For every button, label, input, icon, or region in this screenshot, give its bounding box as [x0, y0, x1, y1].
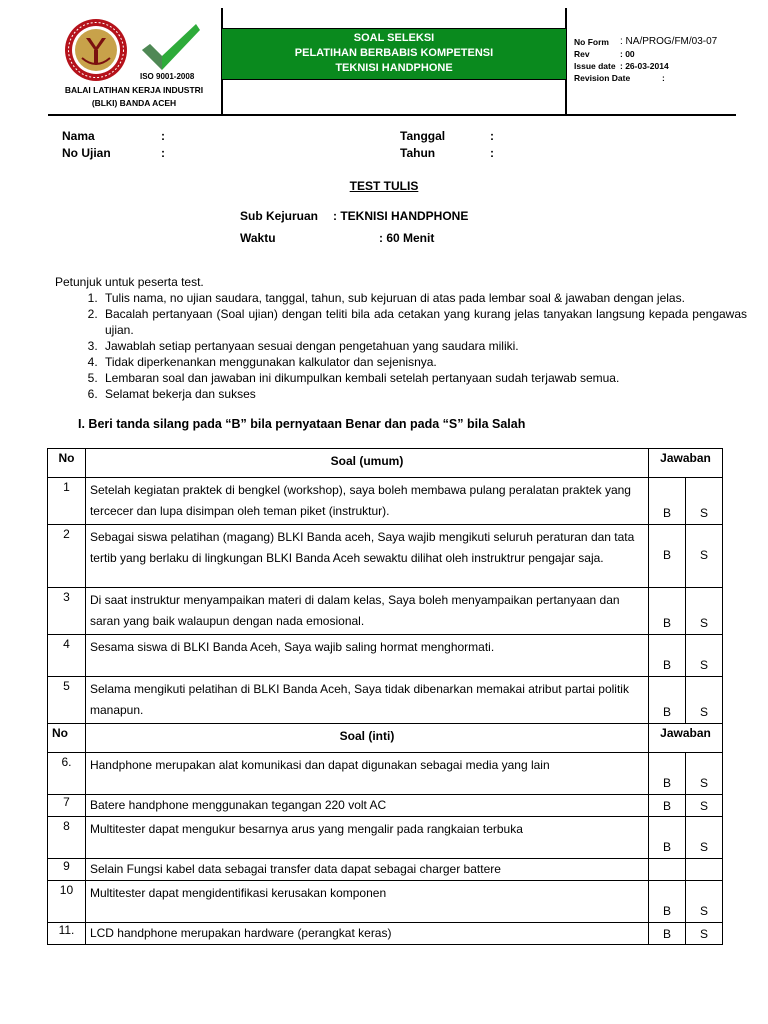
question-number: 6. — [48, 753, 86, 795]
logo-block — [48, 12, 220, 112]
form-info-value: : 26-03-2014 — [620, 61, 669, 71]
waktu-label: Waktu — [240, 231, 276, 245]
iso-label: ISO 9001-2008 — [140, 72, 195, 81]
question-number: 2 — [48, 525, 86, 588]
section-title: I. Beri tanda silang pada “B” bila pernyataan Benar dan pada “S” bila Salah — [78, 417, 526, 431]
question-number: 5 — [48, 677, 86, 724]
form-info-value: : NA/PROG/FM/03-07 — [620, 36, 718, 47]
waktu-value: : 60 Menit — [379, 231, 435, 245]
nama-colon: : — [161, 129, 165, 143]
form-info-label: Issue date — [574, 61, 616, 71]
nama-label: Nama — [62, 129, 95, 143]
question-number: 3 — [48, 588, 86, 635]
instruction-item: 3. Jawablah setiap pertanyaan sesuai dengan pengetahuan yang saudara miliki. — [101, 338, 747, 354]
form-info-label: No Form — [574, 37, 609, 47]
title-line: PELATIHAN BERBABIS KOMPETENSI — [294, 47, 494, 59]
tanggal-label: Tanggal — [400, 129, 446, 143]
form-info-value: : — [662, 73, 665, 83]
answer-b-option[interactable] — [649, 859, 686, 881]
instructions — [55, 274, 747, 402]
answer-b-option[interactable]: B — [649, 588, 686, 635]
title-line: SOAL SELEKSI — [353, 32, 435, 44]
header-no: No — [48, 449, 86, 478]
table-subheader-row — [48, 724, 723, 753]
form-info — [574, 36, 717, 84]
question-text: Batere handphone menggunakan tegangan 220 volt AC — [85, 795, 648, 817]
header-jawaban: Jawaban — [649, 449, 723, 478]
instructions-list — [55, 290, 747, 402]
form-info-label: Rev — [574, 49, 590, 59]
form-info-row — [574, 60, 717, 72]
checkmark-icon — [138, 20, 202, 76]
question-text: Di saat instruktur menyampaikan materi di dalam kelas, Saya boleh menyampaikan pertanyaan dan saran yang baik walaupun dengan nada emosional. — [85, 588, 648, 635]
answer-s-option[interactable]: S — [686, 588, 723, 635]
answer-s-option[interactable]: S — [686, 478, 723, 525]
institution-line: BALAI LATIHAN KERJA INDUSTRI — [64, 85, 204, 95]
table-row — [48, 753, 723, 795]
no-ujian-colon: : — [161, 146, 165, 160]
question-number: 4 — [48, 635, 86, 677]
table-row — [48, 923, 723, 945]
answer-s-option[interactable]: S — [686, 817, 723, 859]
answer-s-option[interactable] — [686, 859, 723, 881]
institution-name — [48, 84, 220, 110]
answer-s-option[interactable]: S — [686, 753, 723, 795]
table-row — [48, 525, 723, 588]
header-jawaban: Jawaban — [649, 724, 723, 753]
answer-b-option[interactable]: B — [649, 795, 686, 817]
answer-b-option[interactable]: B — [649, 478, 686, 525]
tanggal-colon: : — [490, 129, 494, 143]
title-line: TEKNISI HANDPHONE — [335, 62, 453, 74]
question-text: Multitester dapat mengukur besarnya arus yang mengalir pada rangkaian terbuka — [85, 817, 648, 859]
institution-line: (BLKI) BANDA ACEH — [91, 98, 177, 108]
answer-s-option[interactable]: S — [686, 881, 723, 923]
question-text: Handphone merupakan alat komunikasi dan dapat digunakan sebagai media yang lain — [85, 753, 648, 795]
instruction-item: 6. Selamat bekerja dan sukses — [101, 386, 747, 402]
question-number: 8 — [48, 817, 86, 859]
table-row — [48, 817, 723, 859]
form-info-value: : 00 — [620, 49, 635, 59]
answer-b-option[interactable]: B — [649, 677, 686, 724]
blki-seal-logo — [64, 18, 128, 82]
question-text: Selama mengikuti pelatihan di BLKI Banda Aceh, Saya tidak dibenarkan memakai atribut partai politik manapun. — [85, 677, 648, 724]
answer-s-option[interactable]: S — [686, 795, 723, 817]
instruction-item: 5. Lembaran soal dan jawaban ini dikumpulkan kembali setelah pertanyaan sudah terjawab semua. — [101, 370, 747, 386]
tahun-colon: : — [490, 146, 494, 160]
form-info-row — [574, 48, 717, 60]
table-row — [48, 859, 723, 881]
document-header — [48, 0, 736, 116]
instruction-item: 4. Tidak diperkenankan menggunakan kalkulator dan sejenisnya. — [101, 354, 747, 370]
question-number: 10 — [48, 881, 86, 923]
instruction-item: 1. Tulis nama, no ujian saudara, tanggal, tahun, sub kejuruan di atas pada lembar soal & jawaban dengan jelas. — [101, 290, 747, 306]
answer-s-option[interactable]: S — [686, 923, 723, 945]
answer-b-option[interactable]: B — [649, 635, 686, 677]
question-number: 1 — [48, 478, 86, 525]
question-text: Sesama siswa di BLKI Banda Aceh, Saya wajib saling hormat menghormati. — [85, 635, 648, 677]
instruction-item: 2. Bacalah pertanyaan (Soal ujian) dengan teliti bila ada cetakan yang kurang jelas tanyakan langsung kepada pengawas ujian. — [101, 306, 747, 338]
form-info-label: Revision Date — [574, 73, 631, 83]
sub-kejuruan-value: : TEKNISI HANDPHONE — [333, 209, 469, 223]
table-header-row — [48, 449, 723, 478]
answer-b-option[interactable]: B — [649, 817, 686, 859]
table-row — [48, 635, 723, 677]
table-row — [48, 588, 723, 635]
question-text: Multitester dapat mengidentifikasi kerusakan komponen — [85, 881, 648, 923]
header-soal-inti: Soal (inti) — [85, 724, 648, 753]
answer-b-option[interactable]: B — [649, 923, 686, 945]
question-number: 9 — [48, 859, 86, 881]
table-row — [48, 881, 723, 923]
table-row — [48, 795, 723, 817]
answer-b-option[interactable]: B — [649, 881, 686, 923]
table-row — [48, 677, 723, 724]
sub-kejuruan-label: Sub Kejuruan — [240, 209, 319, 223]
answer-s-option[interactable]: S — [686, 677, 723, 724]
answer-b-option[interactable]: B — [649, 753, 686, 795]
answer-s-option[interactable]: S — [686, 635, 723, 677]
form-info-row — [574, 36, 717, 48]
form-info-row — [574, 72, 717, 84]
no-ujian-label: No Ujian — [62, 146, 111, 160]
tahun-label: Tahun — [400, 146, 436, 160]
header-no: No — [48, 724, 86, 753]
question-number: 7 — [48, 795, 86, 817]
answer-s-option[interactable]: S — [686, 525, 723, 588]
question-text: Setelah kegiatan praktek di bengkel (workshop), saya boleh membawa pulang peralatan praktek yang tercecer dan lupa disimpan oleh teman piket (instruktur). — [85, 478, 648, 525]
instructions-intro: Petunjuk untuk peserta test. — [55, 275, 204, 289]
table-row — [48, 478, 723, 525]
question-text: LCD handphone merupakan hardware (perangkat keras) — [85, 923, 648, 945]
header-soal-umum: Soal (umum) — [85, 449, 648, 478]
header-title-box — [222, 28, 566, 80]
test-title: TEST TULIS — [349, 179, 419, 193]
question-number: 11. — [48, 923, 86, 945]
answer-b-option[interactable]: B — [649, 525, 686, 588]
question-table — [47, 448, 723, 945]
question-text: Sebagai siswa pelatihan (magang) BLKI Banda aceh, Saya wajib mengikuti seluruh peraturan dan tata tertib yang berlaku di lingkungan BLKI Banda Aceh sewaktu dilihat oleh instruktrur pengajar saja. — [85, 525, 648, 588]
question-text: Selain Fungsi kabel data sebagai transfer data dapat sebagai charger battere — [85, 859, 648, 881]
